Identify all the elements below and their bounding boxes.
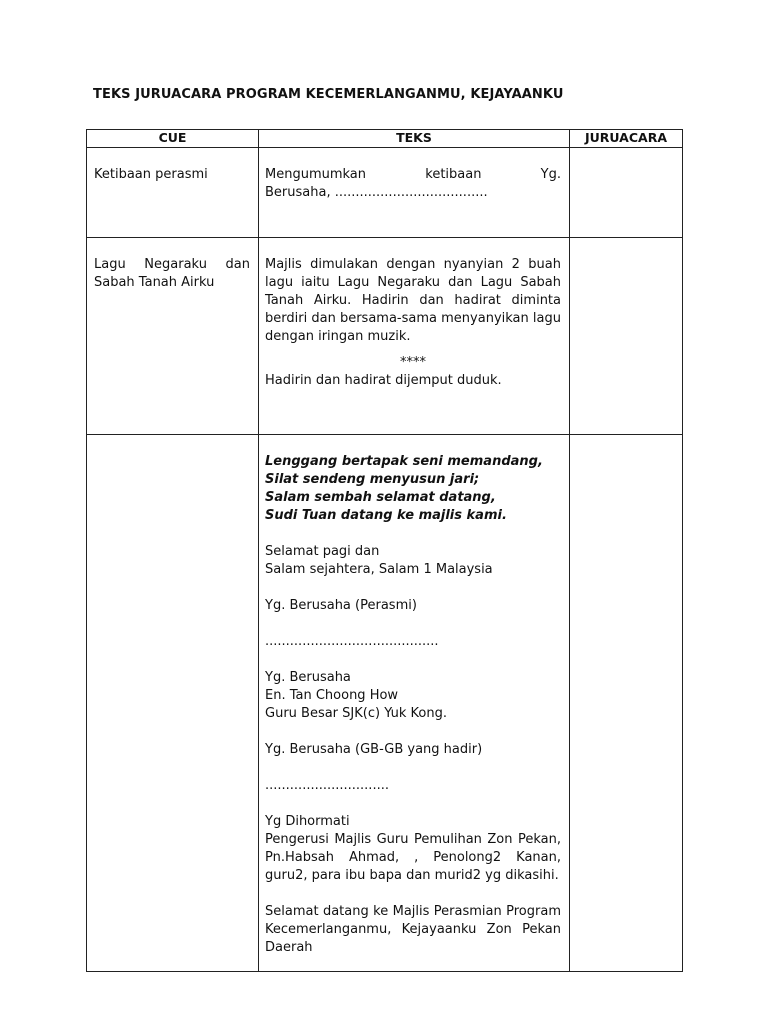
row1-teks-line2: Berusaha, .....................................	[265, 185, 488, 200]
script-table	[86, 129, 683, 972]
table-border-bottom	[86, 971, 683, 972]
greeting-line-2: Salam sejahtera, Salam 1 Malaysia	[265, 562, 493, 577]
row2-teks	[265, 256, 561, 390]
welcome-para: Selamat datang ke Majlis Perasmian Program Kecemerlanganmu, Kejayaanku Zon Pekan Daerah	[265, 904, 561, 955]
document-title: TEKS JURUACARA PROGRAM KECEMERLANGANMU, KEJAYAANKU	[93, 87, 564, 102]
row1-word-1: Mengumumkan	[265, 167, 367, 182]
gb-hadir-line: Yg. Berusaha (GB-GB yang hadir)	[265, 742, 483, 757]
row2-cue: Lagu Negaraku dan Sabah Tanah Airku	[94, 257, 250, 290]
row2-teks-para: Majlis dimulakan dengan nyanyian 2 buah lagu iaitu Lagu Negaraku dan Lagu Sabah Tanah Airku. Hadirin dan hadirat diminta berdiri dan bersama-sama menyanyikan lagu dengan iringan muzik.	[265, 257, 561, 344]
perasmi-line: Yg. Berusaha (Perasmi)	[265, 598, 417, 613]
pantun-line-4: Sudi Tuan datang ke majlis kami.	[265, 508, 507, 523]
row1-teks-line1	[265, 166, 561, 184]
row1-teks	[265, 166, 561, 202]
row2-teks-after: Hadirin dan hadirat dijemput duduk.	[265, 373, 502, 388]
header-juruacara: JURUACARA	[584, 130, 667, 145]
table-header-divider	[86, 147, 683, 148]
pantun-line-3: Salam sembah selamat datang,	[265, 490, 496, 505]
table-divider-teks	[569, 129, 570, 972]
dots-line-1: ..........................................	[265, 634, 439, 649]
row1-word-2: ketibaan	[425, 167, 482, 182]
greeting-line-1: Selamat pagi dan	[265, 544, 380, 559]
row2-stars: ****	[400, 355, 426, 370]
row3-teks	[265, 453, 561, 957]
table-row-divider-2	[86, 434, 683, 435]
gb-line-1: Yg. Berusaha	[265, 670, 351, 685]
row1-word-3: Yg.	[540, 167, 561, 182]
dihormati-para: Pengerusi Majlis Guru Pemulihan Zon Pekan, Pn.Habsah Ahmad, , Penolong2 Kanan, guru2, para ibu bapa dan murid2 yg dikasihi.	[265, 832, 561, 883]
dots-line-2: ..............................	[265, 778, 389, 793]
pantun-line-1: Lenggang bertapak seni memandang,	[265, 454, 543, 469]
table-border-left	[86, 129, 87, 972]
header-cue: CUE	[158, 130, 187, 145]
table-row-divider-1	[86, 237, 683, 238]
gb-line-2: En. Tan Choong How	[265, 688, 399, 703]
table-divider-cue	[258, 129, 259, 972]
header-teks: TEKS	[396, 130, 432, 145]
table-border-right	[682, 129, 683, 972]
gb-line-3: Guru Besar SJK(c) Yuk Kong.	[265, 706, 447, 721]
pantun-line-2: Silat sendeng menyusun jari;	[265, 472, 480, 487]
dihormati-line: Yg Dihormati	[265, 814, 350, 829]
row1-cue: Ketibaan perasmi	[94, 167, 208, 182]
